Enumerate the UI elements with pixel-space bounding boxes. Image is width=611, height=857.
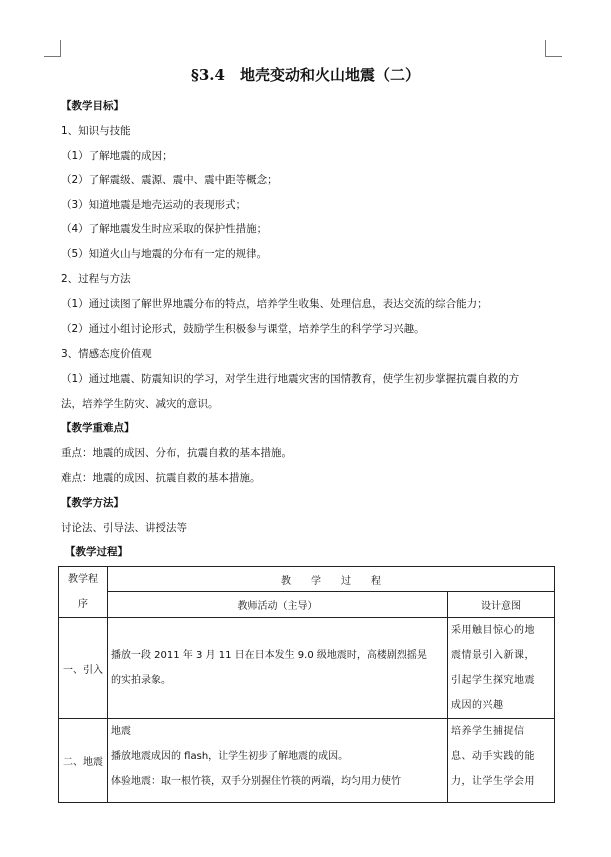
emotion-item: 法，培养学生防灾、减灾的意识。 [61,398,219,410]
page-title: §3.4 地壳变动和火山地震（二） [191,66,420,84]
design-line: 引起学生探究地震 [451,675,535,686]
emotion-heading: 3、情感态度价值观 [61,348,152,360]
stage-header-line: 序 [78,599,88,610]
knowledge-item: （3）知道地震是地壳运动的表现形式； [61,199,247,211]
table-row-design [448,719,555,803]
objectives-heading: 【教学目标】 [61,100,124,112]
knowledge-heading: 1、知识与技能 [61,125,131,137]
methods-heading: 【教学方法】 [61,497,124,509]
table-row-design [448,618,555,719]
design-line: 息、动手实践的能 [451,751,535,762]
teacher-line: 播放地震成因的 flash，让学生初步了解地震的成因。 [111,751,349,762]
design-line: 震情景引入新课， [451,650,535,661]
difficulty-text: 难点：地震的成因、抗震自救的基本措施。 [61,472,261,484]
design-line: 培养学生捕捉信 [451,726,525,737]
teacher-activity-header: 教师活动（主导） [108,592,448,618]
procedure-table [58,566,555,803]
design-intent-header: 设计意图 [448,592,555,618]
emotion-item: （1）通过地震、防震知识的学习，对学生进行地震灾害的国情教育，使学生初步掌握抗震自救的方 [61,373,520,385]
crop-mark-top-left [44,40,61,57]
crop-mark-top-right [545,40,562,57]
keypoint-text: 重点：地震的成因、分布，抗震自救的基本措施。 [61,447,292,459]
teacher-line: 体验地震：取一根竹筷，双手分别握住竹筷的两端，均匀用力使竹 [111,776,401,787]
design-line: 力，让学生学会用 [451,776,535,787]
process-item: （2）通过小组讨论形式，鼓励学生积极参与课堂，培养学生的科学学习兴趣。 [61,323,425,335]
knowledge-item: （4）了解地震发生时应采取的保护性措施； [61,223,268,235]
stage-header-line: 教学程 [68,574,98,585]
procedure-heading: 【教学过程】 [65,546,128,558]
process-heading: 2、过程与方法 [61,273,131,285]
table-row-stage: 一、引入 [59,618,108,719]
methods-text: 讨论法、引导法、讲授法等 [61,522,187,534]
teacher-line: 地震 [111,726,131,737]
knowledge-item: （1）了解地震的成因； [61,150,173,162]
teacher-line: 的实拍录象。 [111,675,171,686]
process-item: （1）通过读图了解世界地震分布的特点，培养学生收集、处理信息，表达交流的综合能力； [61,298,488,310]
design-line: 采用触目惊心的地 [451,625,535,636]
design-line: 成因的兴趣 [451,700,504,711]
table-row-teacher [108,618,448,719]
table-row-stage: 二、地震 [59,719,108,803]
process-header: 教 学 过 程 [108,567,555,592]
keypoints-heading: 【教学重难点】 [61,422,135,434]
stage-header [59,567,108,618]
teacher-line: 播放一段 2011 年 3 月 11 日在日本发生 9.0 级地震时，高楼剧烈摇晃 [111,650,427,661]
knowledge-item: （2）了解震级、震源、震中、震中距等概念； [61,174,278,186]
knowledge-item: （5）知道火山与地震的分布有一定的规律。 [61,248,268,260]
table-row-teacher [108,719,448,803]
